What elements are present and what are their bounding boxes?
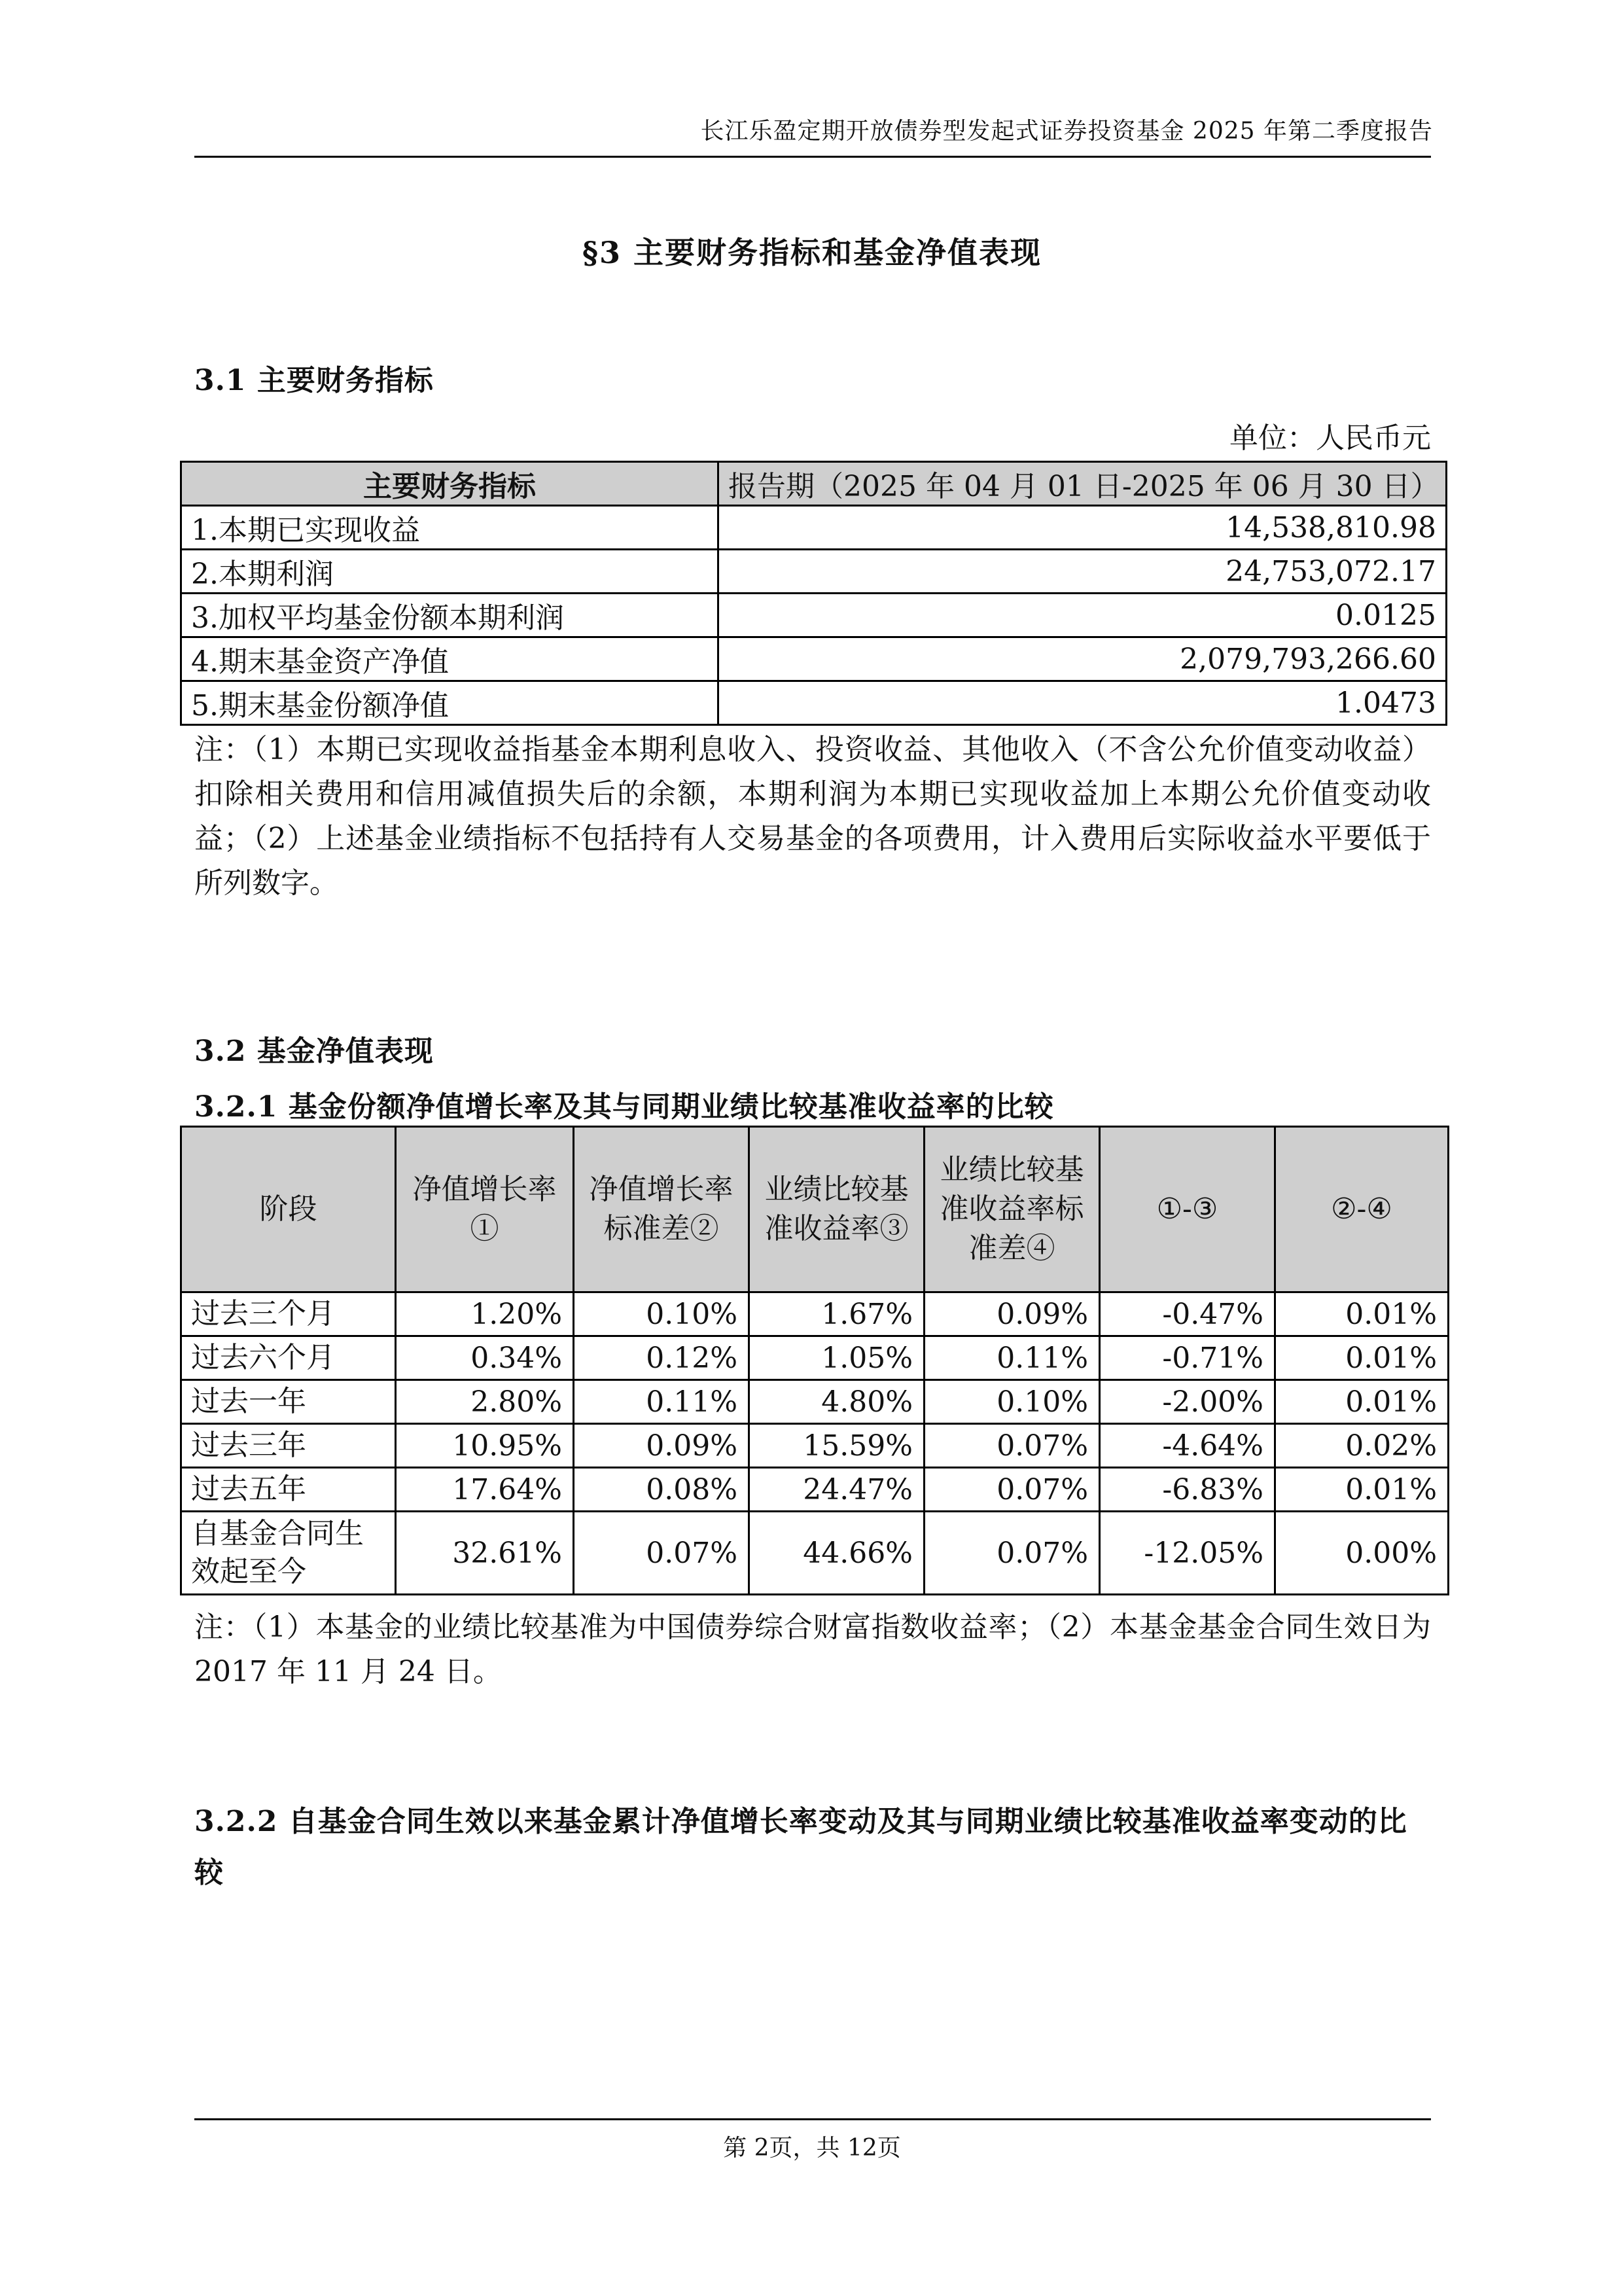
table-row — [181, 1512, 1449, 1595]
indicator-label: 1.本期已实现收益 — [181, 506, 718, 550]
footer-rule — [194, 2118, 1431, 2120]
table-cell: -0.47% — [1100, 1292, 1275, 1336]
table-cell: 0.01% — [1275, 1468, 1449, 1512]
table-cell: 0.09% — [574, 1424, 749, 1468]
indicator-label: 3.加权平均基金份额本期利润 — [181, 594, 718, 637]
column-header: 报告期（2025 年 04 月 01 日-2025 年 06 月 30 日） — [718, 462, 1447, 506]
table-cell: 0.10% — [925, 1380, 1100, 1424]
table-cell: 0.34% — [396, 1336, 574, 1380]
table-row — [181, 550, 1447, 594]
column-header: ①-③ — [1100, 1127, 1275, 1292]
period-label: 过去三年 — [181, 1424, 396, 1468]
period-label: 自基金合同生效起至今 — [181, 1512, 396, 1595]
indicator-value: 0.0125 — [718, 594, 1447, 637]
period-label: 过去五年 — [181, 1468, 396, 1512]
table-cell: 0.00% — [1275, 1512, 1449, 1595]
table-cell: 0.11% — [925, 1336, 1100, 1380]
table-cell: 15.59% — [749, 1424, 925, 1468]
column-header: 主要财务指标 — [181, 462, 718, 506]
indicator-label: 5.期末基金份额净值 — [181, 681, 718, 725]
table-cell: 17.64% — [396, 1468, 574, 1512]
table-row — [181, 1468, 1449, 1512]
table-cell: 1.67% — [749, 1292, 925, 1336]
table-cell: 0.07% — [574, 1512, 749, 1595]
table-row — [181, 637, 1447, 681]
column-header: 净值增长率① — [396, 1127, 574, 1292]
financial-indicators-table — [180, 461, 1447, 726]
table-cell: 0.07% — [925, 1468, 1100, 1512]
table-row — [181, 1424, 1449, 1468]
table-cell: -4.64% — [1100, 1424, 1275, 1468]
table-cell: 1.05% — [749, 1336, 925, 1380]
table-cell: -2.00% — [1100, 1380, 1275, 1424]
period-label: 过去三个月 — [181, 1292, 396, 1336]
table-row — [181, 1336, 1449, 1380]
table-cell: 0.01% — [1275, 1380, 1449, 1424]
table-header-row — [181, 462, 1447, 506]
nav-performance-table — [180, 1126, 1449, 1595]
table-cell: 0.12% — [574, 1336, 749, 1380]
indicator-label: 4.期末基金资产净值 — [181, 637, 718, 681]
table-row — [181, 594, 1447, 637]
table-header-row — [181, 1127, 1449, 1292]
indicator-value: 2,079,793,266.60 — [718, 637, 1447, 681]
report-header-title: 长江乐盈定期开放债券型发起式证券投资基金 2025 年第二季度报告 — [700, 118, 1433, 145]
unit-label: 单位：人民币元 — [1229, 421, 1431, 455]
table-cell: 0.10% — [574, 1292, 749, 1336]
header-rule — [194, 156, 1431, 158]
table-cell: 0.02% — [1275, 1424, 1449, 1468]
table-row — [181, 1380, 1449, 1424]
column-header: 阶段 — [181, 1127, 396, 1292]
section-title: §3 主要财务指标和基金净值表现 — [582, 235, 1042, 270]
heading-3-1: 3.1 主要财务指标 — [194, 364, 434, 397]
heading-3-2-1: 3.2.1 基金份额净值增长率及其与同期业绩比较基准收益率的比较 — [194, 1090, 1054, 1124]
table-cell: 2.80% — [396, 1380, 574, 1424]
table-row — [181, 681, 1447, 725]
indicator-label: 2.本期利润 — [181, 550, 718, 594]
table-cell: 10.95% — [396, 1424, 574, 1468]
heading-3-2: 3.2 基金净值表现 — [194, 1035, 434, 1068]
period-label: 过去一年 — [181, 1380, 396, 1424]
table-cell: 0.07% — [925, 1424, 1100, 1468]
table-cell: 4.80% — [749, 1380, 925, 1424]
column-header: 净值增长率标准差② — [574, 1127, 749, 1292]
column-header: 业绩比较基准收益率③ — [749, 1127, 925, 1292]
table-row — [181, 506, 1447, 550]
table-cell: -0.71% — [1100, 1336, 1275, 1380]
page-number: 第 2页，共 12页 — [723, 2135, 901, 2162]
table-row — [181, 1292, 1449, 1336]
column-header: 业绩比较基准收益率标准差④ — [925, 1127, 1100, 1292]
table-cell: -6.83% — [1100, 1468, 1275, 1512]
indicator-value: 24,753,072.17 — [718, 550, 1447, 594]
table-cell: 0.01% — [1275, 1336, 1449, 1380]
indicator-value: 1.0473 — [718, 681, 1447, 725]
table-cell: 0.08% — [574, 1468, 749, 1512]
indicator-value: 14,538,810.98 — [718, 506, 1447, 550]
table-cell: 0.09% — [925, 1292, 1100, 1336]
heading-3-2-2: 3.2.2 自基金合同生效以来基金累计净值增长率变动及其与同期业绩比较基准收益率变动的比较 — [194, 1805, 1407, 1889]
table-cell: 24.47% — [749, 1468, 925, 1512]
table-cell: 0.11% — [574, 1380, 749, 1424]
table-cell: 0.07% — [925, 1512, 1100, 1595]
table-cell: 32.61% — [396, 1512, 574, 1595]
note-3-1: 注：（1）本期已实现收益指基金本期利息收入、投资收益、其他收入（不含公允价值变动收益）扣除相关费用和信用减值损失后的余额，本期利润为本期已实现收益加上本期公允价值变动收益；（2）上述基金业绩指标不包括持有人交易基金的各项费用，计入费用后实际收益水平要低于所列数字。 — [194, 733, 1431, 900]
note-3-2-1: 注：（1）本基金的业绩比较基准为中国债券综合财富指数收益率；（2）本基金基金合同生效日为 2017 年 11 月 24 日。 — [194, 1610, 1431, 1688]
table-cell: 1.20% — [396, 1292, 574, 1336]
column-header: ②-④ — [1275, 1127, 1449, 1292]
table-cell: -12.05% — [1100, 1512, 1275, 1595]
table-cell: 0.01% — [1275, 1292, 1449, 1336]
period-label: 过去六个月 — [181, 1336, 396, 1380]
table-cell: 44.66% — [749, 1512, 925, 1595]
